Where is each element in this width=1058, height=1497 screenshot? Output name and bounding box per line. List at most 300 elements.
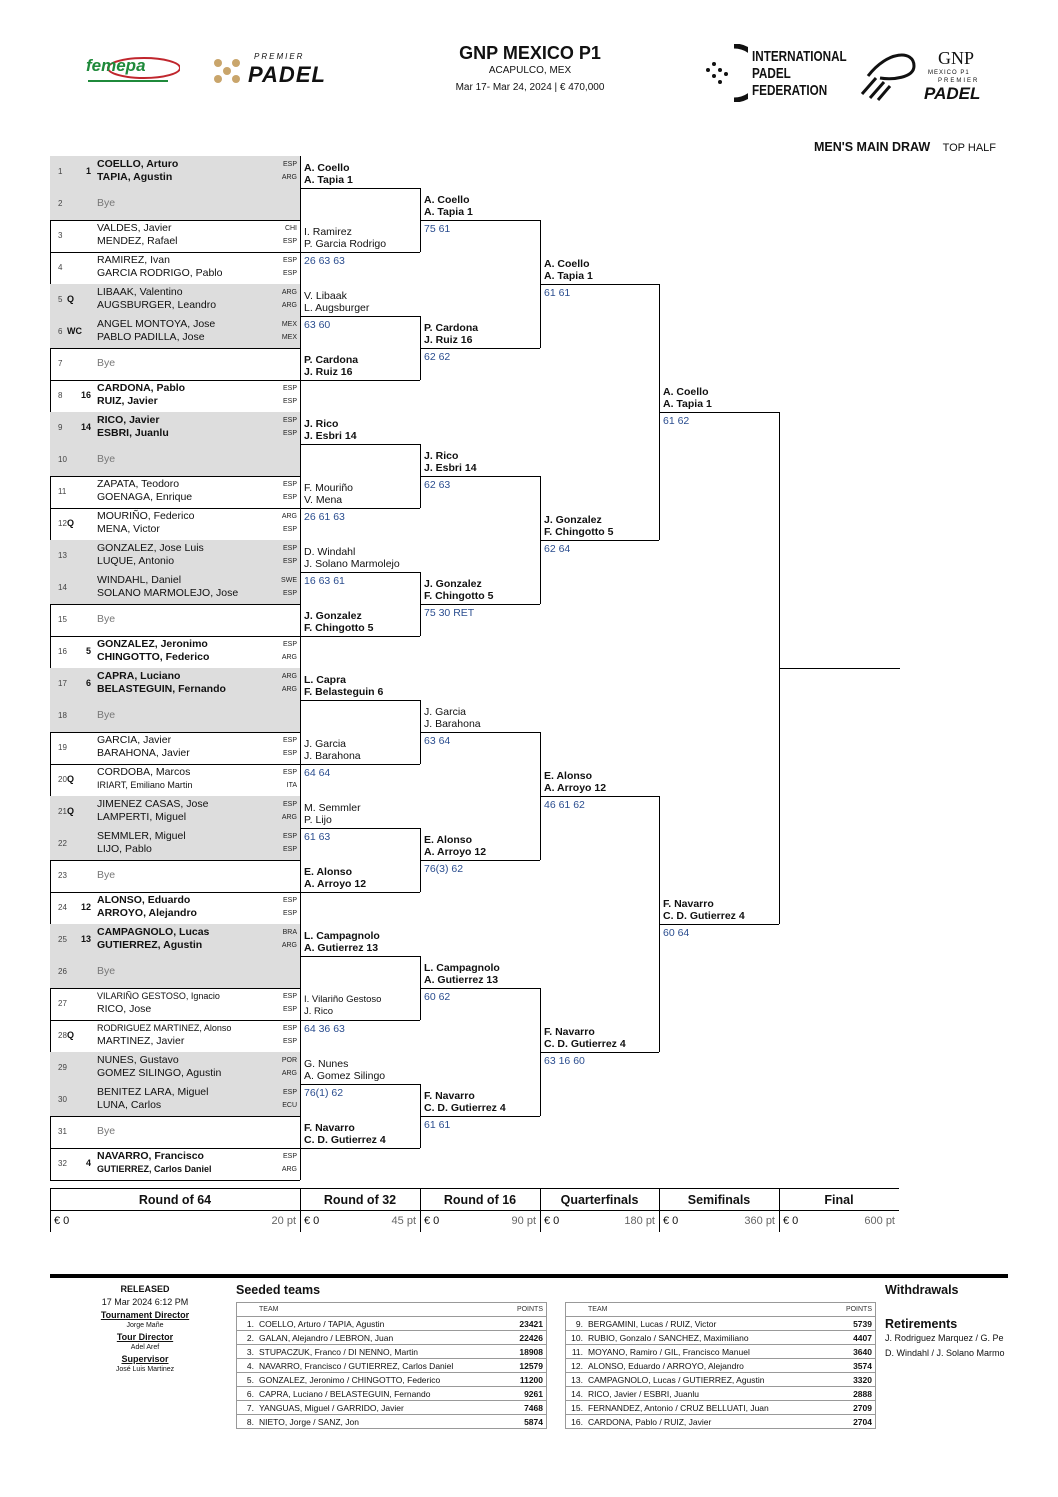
match-winner-a: A. Coello xyxy=(424,194,470,206)
player-b-country: ARG xyxy=(281,302,297,309)
player-a-country: ARG xyxy=(281,673,297,680)
player-b-country: ESP xyxy=(282,526,297,533)
seed-table xyxy=(236,1302,547,1429)
seed-row xyxy=(566,1387,876,1401)
supervisor-label: Supervisor xyxy=(121,1354,169,1364)
seed-team: CARDONA, Pablo / RUIZ, Javier xyxy=(585,1415,832,1429)
draw-position-number: 5 xyxy=(58,295,63,304)
bye-label: Bye xyxy=(97,709,116,721)
seed-points: 2888 xyxy=(832,1387,875,1401)
draw-position-number: 11 xyxy=(58,487,67,496)
player-b-name: PABLO PADILLA, Jose xyxy=(97,331,205,343)
seed-points: 22426 xyxy=(506,1331,547,1345)
seed-points: 2704 xyxy=(832,1415,875,1429)
released-date: 17 Mar 2024 6:12 PM xyxy=(101,1297,189,1307)
seed-number: 12. xyxy=(566,1359,586,1373)
player-a-country: ESP xyxy=(282,161,297,168)
player-a-country: ESP xyxy=(282,1089,297,1096)
seed-number: 5. xyxy=(237,1373,257,1387)
seed-points: 12579 xyxy=(506,1359,547,1373)
tournament-dates-prize: Mar 17- Mar 24, 2024 | € 470,000 xyxy=(455,82,605,93)
player-a-country: POR xyxy=(281,1057,297,1064)
match-score: 62 64 xyxy=(544,543,571,555)
match-winner-b: A. Arroyo 12 xyxy=(544,782,607,794)
seed-label: Q xyxy=(67,806,75,816)
match-winner-b: P. Lijo xyxy=(304,814,332,826)
seed-label: 4 xyxy=(85,1158,91,1168)
seed-label: 13 xyxy=(80,934,91,944)
seed-team: CAPRA, Luciano / BELASTEGUIN, Fernando xyxy=(256,1387,506,1401)
match-winner-a: J. Gonzalez xyxy=(424,578,482,590)
seed-team: CAMPAGNOLO, Lucas / GUTIERREZ, Agustin xyxy=(585,1373,832,1387)
match-score: 64 36 63 xyxy=(304,1023,345,1035)
round-prize: € 0 xyxy=(54,1215,70,1227)
match-score: 16 63 61 xyxy=(304,575,345,587)
draw-position-number: 24 xyxy=(58,903,67,912)
player-b-country: ESP xyxy=(282,590,297,597)
player-b-name: RUIZ, Javier xyxy=(97,395,158,407)
seed-number: 6. xyxy=(237,1387,257,1401)
match-winner-b: V. Mena xyxy=(304,494,343,506)
player-b-name: AUGSBURGER, Leandro xyxy=(97,299,217,311)
match-winner-a: J. Gonzalez xyxy=(304,610,362,622)
round-name: Final xyxy=(824,1193,854,1207)
round-prize: € 0 xyxy=(424,1215,440,1227)
draw-title-half: TOP HALF xyxy=(942,142,996,154)
seed-team: BERGAMINI, Lucas / RUIZ, Victor xyxy=(585,1317,832,1331)
draw-position-number: 1 xyxy=(58,167,63,176)
seed-number: 8. xyxy=(237,1415,257,1429)
seed-number: 16. xyxy=(566,1415,586,1429)
player-a-country: ESP xyxy=(282,1025,297,1032)
seed-row xyxy=(237,1359,547,1373)
seed-team: YANGUAS, Miguel / GARRIDO, Javier xyxy=(256,1401,506,1415)
match-winner-b: A. Arroyo 12 xyxy=(304,878,367,890)
player-b-country: ESP xyxy=(282,1038,297,1045)
seed-label: 16 xyxy=(80,390,91,400)
seed-row xyxy=(237,1345,547,1359)
draw-position-number: 25 xyxy=(58,935,67,944)
match-score: 61 61 xyxy=(424,1119,451,1131)
player-a-name: ANGEL MONTOYA, Jose xyxy=(97,318,216,330)
seed-team: NIETO, Jorge / SANZ, Jon xyxy=(256,1415,506,1429)
player-b-country: ARG xyxy=(281,1166,297,1173)
seed-col-num xyxy=(237,1303,257,1317)
seed-team: NAVARRO, Francisco / GUTIERREZ, Carlos Daniel xyxy=(256,1359,506,1373)
match-winner-b: J. Esbri 14 xyxy=(424,462,477,474)
ipf-line1: INTERNATIONAL xyxy=(752,48,847,65)
match-winner-b: J. Barahona xyxy=(424,718,481,730)
player-a-name: SEMMLER, Miguel xyxy=(97,830,186,842)
player-b-country: ESP xyxy=(282,846,297,853)
round-points: 90 pt xyxy=(511,1215,536,1227)
player-a-name: RICO, Javier xyxy=(97,414,160,426)
round-prize-points xyxy=(50,1215,300,1229)
match-score: 76(3) 62 xyxy=(424,863,464,875)
match-score: 46 61 62 xyxy=(544,799,585,811)
player-b-country: ITA xyxy=(286,782,297,789)
player-b-country: ECU xyxy=(282,1102,297,1109)
player-b-name: TAPIA, Agustin xyxy=(97,171,173,183)
match-winner-b: J. Solano Marmolejo xyxy=(304,558,400,570)
released-label: RELEASED xyxy=(120,1284,170,1294)
match-winner-a: A. Coello xyxy=(544,258,590,270)
match-winner-b: A. Tapia 1 xyxy=(304,174,353,186)
seed-points: 3320 xyxy=(832,1373,875,1387)
bye-label: Bye xyxy=(97,1125,116,1137)
td-name: Jorge Mañe xyxy=(126,1322,164,1329)
match-score: 60 64 xyxy=(663,927,690,939)
player-a-name: RODRIGUEZ MARTINEZ, Alonso xyxy=(97,1023,232,1033)
player-a-country: BRA xyxy=(282,929,297,936)
draw-position-number: 16 xyxy=(58,647,67,656)
player-b-country: ARG xyxy=(281,654,297,661)
match-winner-b: A. Tapia 1 xyxy=(663,398,712,410)
player-b-name: SOLANO MARMOLEJO, Jose xyxy=(97,587,239,599)
player-a-name: CARDONA, Pablo xyxy=(97,382,186,394)
draw-position-number: 2 xyxy=(58,199,63,208)
seed-points: 9261 xyxy=(506,1387,547,1401)
player-b-country: ESP xyxy=(282,430,297,437)
player-a-country: ESP xyxy=(282,769,297,776)
draw-position-number: 19 xyxy=(58,743,67,752)
gnp-padel-label: PADEL xyxy=(924,84,981,103)
seed-team: GALAN, Alejandro / LEBRON, Juan xyxy=(256,1331,506,1345)
premier-label: PREMIER xyxy=(254,52,305,61)
match-score: 61 62 xyxy=(663,415,690,427)
seed-label: Q xyxy=(67,1030,75,1040)
match-winner-a: F. Navarro xyxy=(424,1090,475,1102)
match-score: 61 61 xyxy=(544,287,571,299)
round-prize-points xyxy=(659,1215,779,1229)
player-b-name: BARAHONA, Javier xyxy=(97,747,190,759)
player-b-country: ARG xyxy=(281,1070,297,1077)
draw-position-number: 31 xyxy=(58,1127,67,1136)
retirement-item: J. Rodriguez Marquez / G. Pe xyxy=(885,1333,1004,1343)
draw-position-number: 10 xyxy=(58,455,67,464)
draw-position-number: 23 xyxy=(58,871,67,880)
match-score: 26 61 63 xyxy=(304,511,345,523)
seed-number: 2. xyxy=(237,1331,257,1345)
seed-row xyxy=(566,1331,876,1345)
match-winner-a: D. Windahl xyxy=(304,546,356,558)
player-a-name: MOURIÑO, Federico xyxy=(97,510,195,522)
round-name: Round of 16 xyxy=(443,1193,517,1207)
match-winner-a: I. Vilariño Gestoso xyxy=(304,994,382,1005)
match-winner-b: C. D. Gutierrez 4 xyxy=(663,910,745,922)
match-winner-a: J. Rico xyxy=(424,450,459,462)
seed-label: Q xyxy=(67,518,75,528)
rounds-top-line xyxy=(50,1188,899,1189)
retirements-title: Retirements xyxy=(885,1317,958,1331)
player-a-country: ESP xyxy=(282,257,297,264)
player-a-country: ESP xyxy=(282,641,297,648)
player-b-country: MEX xyxy=(281,334,297,341)
seed-number: 7. xyxy=(237,1401,257,1415)
match-score: 75 30 RET xyxy=(424,607,475,619)
seed-number: 9. xyxy=(566,1317,586,1331)
player-b-country: ARG xyxy=(281,174,297,181)
round-points: 360 pt xyxy=(744,1215,775,1227)
seed-table-header xyxy=(237,1303,547,1317)
draw-position-number: 22 xyxy=(58,839,67,848)
match-score: 26 63 63 xyxy=(304,255,345,267)
seed-team: GONZALEZ, Jeronimo / CHINGOTTO, Federico xyxy=(256,1373,506,1387)
round-prize-points xyxy=(779,1215,899,1229)
match-winner-b: F. Belasteguin 6 xyxy=(304,686,384,698)
gnp-premier-label: PREMIER xyxy=(938,78,980,84)
seed-number: 10. xyxy=(566,1331,586,1345)
draw-position-number: 21 xyxy=(58,807,67,816)
player-a-name: JIMENEZ CASAS, Jose xyxy=(97,798,209,810)
match-score: 63 16 60 xyxy=(544,1055,585,1067)
draw-position-number: 17 xyxy=(58,679,67,688)
player-b-name: MENDEZ, Rafael xyxy=(97,235,178,247)
player-b-country: ARG xyxy=(281,814,297,821)
player-a-country: MEX xyxy=(281,321,297,328)
tournament-title: GNP MEXICO P1 xyxy=(459,43,601,63)
seed-label: 1 xyxy=(85,166,91,176)
round-prize: € 0 xyxy=(663,1215,679,1227)
supervisor-name: José Luis Martinez xyxy=(115,1366,175,1373)
match-winner-a: L. Campagnolo xyxy=(304,930,380,942)
match-score: 64 64 xyxy=(304,767,331,779)
draw-position-number: 28 xyxy=(58,1031,67,1040)
round-points: 45 pt xyxy=(391,1215,416,1227)
gnp-label: GNP xyxy=(938,48,975,68)
player-b-name: GOMEZ SILINGO, Agustin xyxy=(97,1067,222,1079)
match-winner-b: F. Chingotto 5 xyxy=(544,526,614,538)
seed-row xyxy=(566,1415,876,1429)
round-name: Round of 64 xyxy=(138,1193,212,1207)
seed-label: 6 xyxy=(85,678,91,688)
draw-position-number: 12 xyxy=(58,519,67,528)
retirement-item: D. Windahl / J. Solano Marmo xyxy=(885,1348,1005,1358)
player-b-name: LUNA, Carlos xyxy=(97,1099,162,1111)
draw-position-number: 7 xyxy=(58,359,63,368)
match-score: 76(1) 62 xyxy=(304,1087,344,1099)
match-winner-b: J. Ruiz 16 xyxy=(424,334,473,346)
match-winner-a: F. Navarro xyxy=(304,1122,355,1134)
player-a-country: ESP xyxy=(282,385,297,392)
player-b-country: ESP xyxy=(282,1006,297,1013)
match-winner-a: L. Capra xyxy=(304,674,347,686)
seed-points: 3640 xyxy=(832,1345,875,1359)
match-winner-b: A. Gomez Silingo xyxy=(304,1070,386,1082)
draw-position-number: 32 xyxy=(58,1159,67,1168)
bye-label: Bye xyxy=(97,869,116,881)
match-winner-a: J. Garcia xyxy=(424,706,467,718)
draw-position-number: 14 xyxy=(58,583,67,592)
player-b-name: GARCIA RODRIGO, Pablo xyxy=(97,267,223,279)
match-winner-b: J. Esbri 14 xyxy=(304,430,357,442)
match-winner-b: C. D. Gutierrez 4 xyxy=(544,1038,626,1050)
ipf-line3: FEDERATION xyxy=(752,82,828,99)
match-winner-a: G. Nunes xyxy=(304,1058,349,1070)
player-a-country: ARG xyxy=(281,513,297,520)
round-prize: € 0 xyxy=(304,1215,320,1227)
seed-row xyxy=(237,1331,547,1345)
seed-label: Q xyxy=(67,774,75,784)
round-name: Quarterfinals xyxy=(560,1193,639,1207)
seed-team: RICO, Javier / ESBRI, Juanlu xyxy=(585,1387,832,1401)
round-points: 20 pt xyxy=(271,1215,296,1227)
seed-label: 12 xyxy=(80,902,91,912)
player-b-name: GUTIERREZ, Agustin xyxy=(97,939,203,951)
match-winner-a: E. Alonso xyxy=(424,834,473,846)
player-b-country: ESP xyxy=(282,750,297,757)
match-winner-b: F. Chingotto 5 xyxy=(304,622,374,634)
round-points: 180 pt xyxy=(624,1215,655,1227)
tour-director-name: Adel Aref xyxy=(130,1344,160,1351)
seed-number: 14. xyxy=(566,1387,586,1401)
seed-points: 3574 xyxy=(832,1359,875,1373)
match-score: 63 64 xyxy=(424,735,451,747)
player-b-name: LAMPERTI, Miguel xyxy=(97,811,187,823)
match-winner-a: V. Libaak xyxy=(304,290,347,302)
withdrawals-title: Withdrawals xyxy=(885,1283,959,1297)
player-b-country: ESP xyxy=(282,494,297,501)
seed-points: 11200 xyxy=(506,1373,547,1387)
bye-label: Bye xyxy=(97,357,116,369)
seed-row xyxy=(566,1401,876,1415)
tour-director-label: Tour Director xyxy=(116,1332,174,1342)
match-winner-a: J. Garcia xyxy=(304,738,347,750)
draw-position-number: 13 xyxy=(58,551,67,560)
round-points: 600 pt xyxy=(864,1215,895,1227)
match-winner-a: F. Navarro xyxy=(663,898,714,910)
match-score: 62 63 xyxy=(424,479,451,491)
draw-position-number: 20 xyxy=(58,775,67,784)
seed-row xyxy=(566,1373,876,1387)
seed-points: 4407 xyxy=(832,1331,875,1345)
seed-label: 5 xyxy=(85,646,91,656)
player-a-country: CHI xyxy=(284,225,297,232)
match-winner-a: F. Navarro xyxy=(544,1026,595,1038)
match-winner-a: A. Coello xyxy=(304,162,350,174)
seed-row xyxy=(237,1387,547,1401)
player-a-name: ZAPATA, Teodoro xyxy=(97,478,180,490)
seed-col-team: TEAM xyxy=(256,1303,506,1317)
match-winner-a: E. Alonso xyxy=(304,866,353,878)
draw-position-number: 15 xyxy=(58,615,67,624)
draw-position-number: 29 xyxy=(58,1063,67,1072)
player-a-name: CORDOBA, Marcos xyxy=(97,766,191,778)
seed-number: 3. xyxy=(237,1345,257,1359)
player-a-country: ARG xyxy=(281,289,297,296)
player-b-name: ARROYO, Alejandro xyxy=(97,907,197,919)
match-winner-b: A. Tapia 1 xyxy=(544,270,593,282)
seed-col-num xyxy=(566,1303,586,1317)
seed-points: 18908 xyxy=(506,1345,547,1359)
player-a-name: NUNES, Gustavo xyxy=(97,1054,179,1066)
seed-row xyxy=(566,1359,876,1373)
player-a-country: ESP xyxy=(282,1153,297,1160)
seed-table xyxy=(565,1302,876,1429)
seed-number: 15. xyxy=(566,1401,586,1415)
match-winner-a: I. Ramirez xyxy=(304,226,352,238)
match-winner-a: P. Cardona xyxy=(304,354,359,366)
seed-number: 11. xyxy=(566,1345,586,1359)
player-b-name: BELASTEGUIN, Fernando xyxy=(97,683,226,695)
player-a-name: CAMPAGNOLO, Lucas xyxy=(97,926,210,938)
match-winner-b: J. Barahona xyxy=(304,750,361,762)
match-winner-a: L. Campagnolo xyxy=(424,962,500,974)
player-a-name: COELLO, Arturo xyxy=(97,158,179,170)
match-winner-b: J. Ruiz 16 xyxy=(304,366,353,378)
draw-position-number: 4 xyxy=(58,263,63,272)
player-a-name: CAPRA, Luciano xyxy=(97,670,181,682)
round-name: Semifinals xyxy=(687,1193,751,1207)
match-winner-b: A. Tapia 1 xyxy=(424,206,473,218)
match-winner-b: C. D. Gutierrez 4 xyxy=(424,1102,506,1114)
seeded-teams-title: Seeded teams xyxy=(236,1283,321,1297)
match-score: 62 62 xyxy=(424,351,451,363)
seed-number: 13. xyxy=(566,1373,586,1387)
player-b-name: MARTINEZ, Javier xyxy=(97,1035,185,1047)
player-a-country: ESP xyxy=(282,833,297,840)
player-b-name: LUQUE, Antonio xyxy=(97,555,175,567)
seed-points: 23421 xyxy=(506,1317,547,1331)
match-winner-a: P. Cardona xyxy=(424,322,479,334)
match-winner-b: C. D. Gutierrez 4 xyxy=(304,1134,386,1146)
seed-col-points: POINTS xyxy=(506,1303,547,1317)
player-a-name: VILARIÑO GESTOSO, Ignacio xyxy=(97,991,220,1001)
seed-row xyxy=(566,1317,876,1331)
padel-label: PADEL xyxy=(248,62,326,87)
match-winner-a: A. Coello xyxy=(663,386,709,398)
seed-row xyxy=(237,1317,547,1331)
match-score: 60 62 xyxy=(424,991,451,1003)
bye-label: Bye xyxy=(97,613,116,625)
draw-position-number: 6 xyxy=(58,327,63,336)
seed-number: 1. xyxy=(237,1317,257,1331)
player-b-country: ARG xyxy=(281,686,297,693)
player-a-country: ESP xyxy=(282,545,297,552)
footer-divider xyxy=(50,1274,1008,1278)
player-a-country: ESP xyxy=(282,737,297,744)
seed-label: 14 xyxy=(80,422,91,432)
player-b-name: ESBRI, Juanlu xyxy=(97,427,169,439)
ipf-line2: PADEL xyxy=(752,65,791,82)
player-b-country: ESP xyxy=(282,270,297,277)
player-a-name: GONZALEZ, Jose Luis xyxy=(97,542,204,554)
player-a-name: ALONSO, Eduardo xyxy=(97,894,191,906)
player-a-name: NAVARRO, Francisco xyxy=(97,1150,204,1162)
player-a-name: GONZALEZ, Jeronimo xyxy=(97,638,208,650)
match-score: 75 61 xyxy=(424,223,451,235)
draw-title-main: MEN'S MAIN DRAW xyxy=(813,140,931,154)
seed-team: FERNANDEZ, Antonio / CRUZ BELLUATI, Juan xyxy=(585,1401,832,1415)
player-a-country: ESP xyxy=(282,481,297,488)
player-a-name: LIBAAK, Valentino xyxy=(97,286,183,298)
round-prize-points xyxy=(540,1215,659,1229)
seed-team: ALONSO, Eduardo / ARROYO, Alejandro xyxy=(585,1359,832,1373)
round-prize-points xyxy=(300,1215,420,1229)
match-winner-b: L. Augsburger xyxy=(304,302,370,314)
bye-label: Bye xyxy=(97,965,116,977)
player-b-name: CHINGOTTO, Federico xyxy=(97,651,210,663)
draw-position-number: 8 xyxy=(58,391,63,400)
bye-label: Bye xyxy=(97,197,116,209)
td-label: Tournament Director xyxy=(100,1310,190,1320)
player-a-country: ESP xyxy=(282,417,297,424)
match-winner-a: J. Rico xyxy=(304,418,339,430)
femepa-logo-text: femepa xyxy=(86,56,146,75)
tournament-location: ACAPULCO, MEX xyxy=(488,65,572,76)
seed-row xyxy=(237,1415,547,1429)
gnp-event-label: MEXICO P1 xyxy=(928,70,970,76)
